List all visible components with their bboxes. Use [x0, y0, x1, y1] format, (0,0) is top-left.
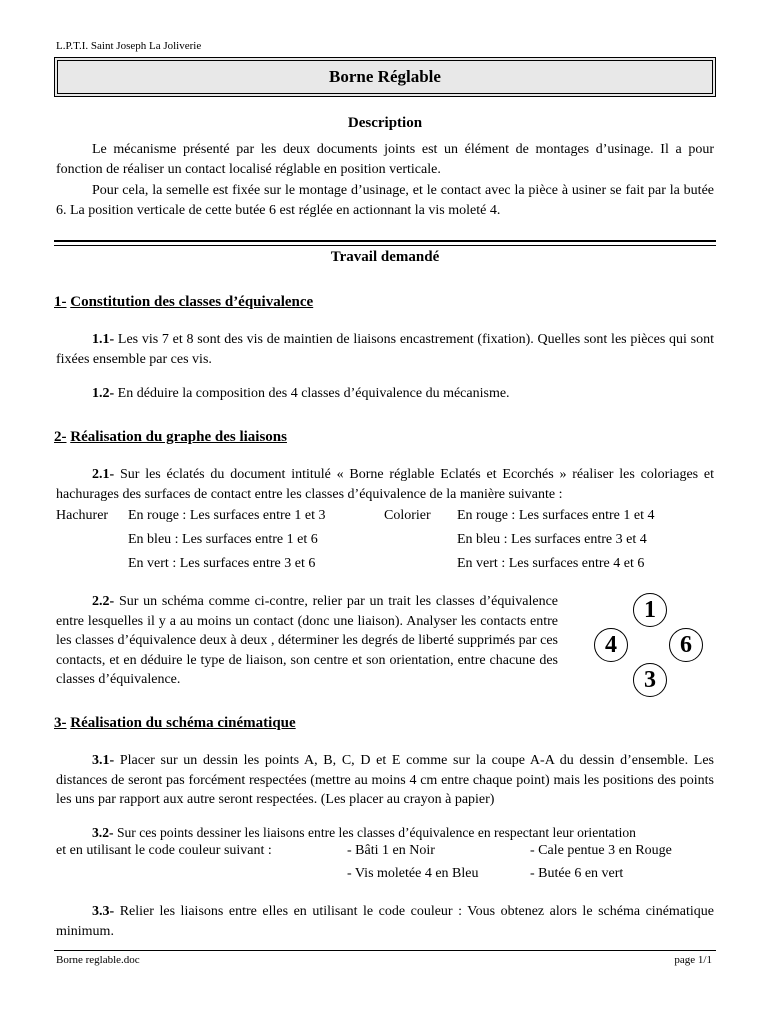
question-1-1: [56, 330, 714, 369]
section-2-number: 2-: [54, 429, 67, 445]
question-3-2-number: 3.2-: [92, 825, 114, 840]
hachurer-item: En vert : Les surfaces entre 3 et 6: [128, 556, 316, 571]
question-1-2-text: En déduire la composition des 4 classes d’équivalence du mécanisme.: [117, 386, 510, 401]
color-code-item: - Bâti 1 en Noir: [347, 843, 435, 858]
question-3-2-text: Sur ces points dessiner les liaisons entre les classes d’équivalence en respectant leur orientation: [116, 825, 636, 840]
section-2-heading: [54, 429, 287, 446]
graph-node-3: 3: [633, 663, 667, 697]
question-3-1: [56, 751, 714, 810]
question-3-2: [56, 823, 714, 843]
description-paragraph-1: Le mécanisme présenté par les deux documents joints est un élément de montages d’usinage. Il a pour fonction de réaliser un contact localisé réglable en position verticale.: [56, 142, 714, 177]
colorier-item: En rouge : Les surfaces entre 1 et 4: [457, 508, 655, 523]
graph-node-6: 6: [669, 628, 703, 662]
question-3-2-text-end: et en utilisant le code couleur suivant :: [56, 843, 272, 858]
question-2-2: [56, 592, 558, 690]
divider-bottom: [54, 245, 716, 246]
question-3-3-number: 3.3-: [92, 904, 115, 919]
colorier-item: En bleu : Les surfaces entre 3 et 4: [457, 532, 647, 547]
section-3-heading: [54, 715, 296, 732]
question-3-3: [56, 902, 714, 941]
title-box: [54, 57, 716, 97]
question-1-1-number: 1.1-: [92, 332, 115, 347]
hachurer-item: En bleu : Les surfaces entre 1 et 6: [128, 532, 318, 547]
graph-node-1: 1: [633, 593, 667, 627]
question-3-3-text: Relier les liaisons entre elles en utilisant le code couleur : Vous obtenez alors le schéma cinématique minimum.: [56, 904, 715, 939]
color-code-item: - Vis moletée 4 en Bleu: [347, 866, 479, 881]
colorier-item: En vert : Les surfaces entre 4 et 6: [457, 556, 645, 571]
colorier-label: Colorier: [384, 508, 431, 523]
question-1-2-number: 1.2-: [92, 386, 115, 401]
travail-heading: Travail demandé: [330, 249, 440, 265]
section-2-title: Réalisation du graphe des liaisons: [70, 429, 287, 445]
color-code-item: - Cale pentue 3 en Rouge: [530, 843, 672, 858]
section-1-number: 1-: [54, 294, 67, 310]
school-header: L.P.T.I. Saint Joseph La Joliverie: [56, 40, 202, 52]
question-1-1-text: Les vis 7 et 8 sont des vis de maintien de liaisons encastrement (fixation). Quelles sont les pièces qui sont fixées ensemble par ces vis.: [56, 332, 714, 367]
question-2-1: [56, 465, 714, 504]
hachurer-label: Hachurer: [56, 508, 109, 523]
description-heading: Description: [347, 115, 423, 131]
question-2-2-number: 2.2-: [92, 594, 115, 609]
color-code-item: - Butée 6 en vert: [530, 866, 624, 881]
section-1-heading: [54, 294, 313, 311]
section-3-title: Réalisation du schéma cinématique: [70, 715, 296, 731]
question-2-1-text: Sur les éclatés du document intitulé « Borne réglable Eclatés et Ecorchés » réaliser les coloriages et hachurages des surfaces de contact entre les classes d’équivalence de la manière suivante :: [56, 467, 714, 502]
footer-divider: [54, 950, 716, 951]
divider-top: [54, 240, 716, 242]
hachurer-item: En rouge : Les surfaces entre 1 et 3: [128, 508, 326, 523]
question-2-1-number: 2.1-: [92, 467, 115, 482]
footer-filename: Borne reglable.doc: [56, 954, 140, 966]
footer-page-number: page 1/1: [674, 954, 712, 966]
page-title: Borne Réglable: [329, 67, 441, 86]
section-3-number: 3-: [54, 715, 67, 731]
section-1-title: Constitution des classes d’équivalence: [70, 294, 314, 310]
graph-node-4: 4: [594, 628, 628, 662]
description-paragraph-2: Pour cela, la semelle est fixée sur le montage d’usinage, et le contact avec la pièce à usiner se fait par la butée 6. La position verticale de cette butée 6 est réglée en actionnant la vis moleté 4.: [56, 183, 714, 218]
question-1-2: [56, 384, 714, 404]
question-3-1-text: Placer sur un dessin les points A, B, C, D et E comme sur la coupe A-A du dessin d’ensemble. Les distances de seront pas forcément respectées (mettre au moins 4 cm entre chaque point) mais les positions des points les uns par rapport aux autre seront respectées. (Les placer au crayon à papier): [56, 753, 714, 807]
question-2-2-text: Sur un schéma comme ci-contre, relier par un trait les classes d’équivalence entre lesquelles il y a au moins un contact (donc une liaison). Analyser les contacts entre les classes d’équivalence deux à deux , déterminer les degrés de liberté supprimés par ces contacts, et en déduire le type de liaison, son centre et son orientation, entre chacune des classes d’équivalence.: [56, 594, 559, 687]
question-3-1-number: 3.1-: [92, 753, 115, 768]
